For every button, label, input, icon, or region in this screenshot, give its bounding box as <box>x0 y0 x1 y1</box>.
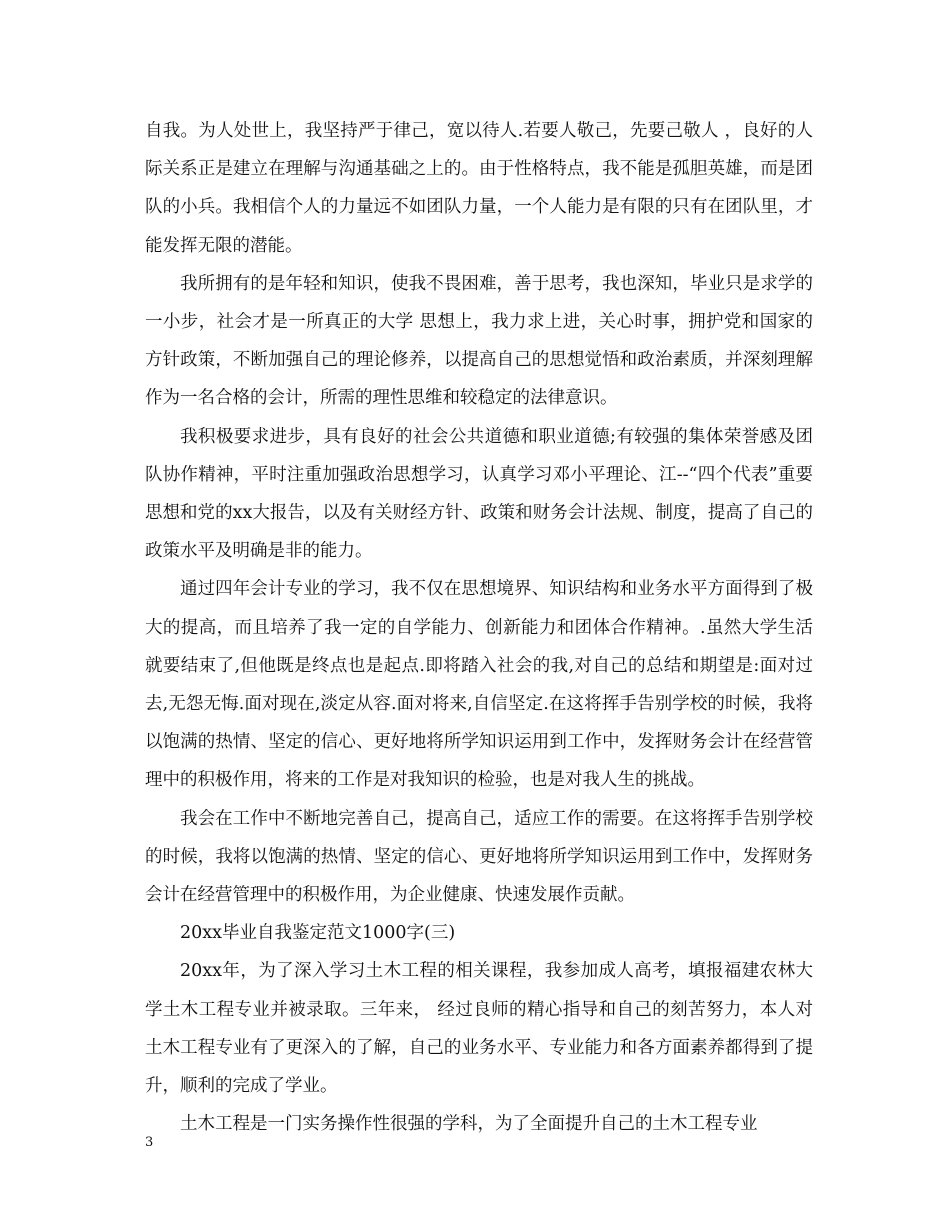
paragraph-civil-engineering-admission: 20xx年，为了深入学习土木工程的相关课程，我参加成人高考，填报福建农林大学土木工程专业并被录取。三年来， 经过良师的精心指导和自己的刻苦努力，本人对土木工程专业有了更深入的了解，自己的业务水平、专业能力和各方面素养都得到了提升，顺利的完成了学业。 <box>145 961 813 1097</box>
paragraph-accounting-study: 通过四年会计专业的学习，我不仅在思想境界、知识结构和业务水平方面得到了极大的提高，而且培养了我一定的自学能力、创新能力和团体合作精神。.虽然大学生活就要结束了,但他既是终点也是起点.即将踏入社会的我,对自己的总结和期望是:面对过去,无怨无悔.面对现在,淡定从容.面对将来,自信坚定.在这将挥手告别学校的时候，我将以饱满的热情、坚定的信心、更好地将所学知识运用到工作中，发挥财务会计在经营管理中的积极作用，将来的工作是对我知识的检验，也是对我人生的挑战。 <box>145 579 813 791</box>
paragraph-progress: 我积极要求进步，具有良好的社会公共道德和职业道德;有较强的集体荣誉感及团队协作精神，平时注重加强政治思想学习，认真学习邓小平理论、江--“四个代表”重要思想和党的xx大报告，以及有关财经方针、政策和财务会计法规、制度，提高了自己的政策水平及明确是非的能力。 <box>145 426 813 562</box>
document-body <box>145 112 813 1143</box>
paragraph-civil-engineering-practice: 土木工程是一门实务操作性很强的学科，为了全面提升自己的土木工程专业 <box>180 1114 758 1135</box>
paragraph-self-conduct: 自我。为人处世上，我坚持严于律己，宽以待人.若要人敬己，先要己敬人 ，良好的人际关系正是建立在理解与沟通基础之上的。由于性格特点，我不能是孤胆英雄，而是团队的小兵。我相信个人的力量远不如团队力量，一个人能力是有限的只有在团队里，才能发挥无限的潜能。 <box>145 121 813 256</box>
paragraph-work-improvement: 我会在工作中不断地完善自己，提高自己，适应工作的需要。在这将挥手告别学校的时候，我将以饱满的热情、坚定的信心、更好地将所学知识运用到工作中，发挥财务会计在经营管理中的积极作用，为企业健康、快速发展作贡献。 <box>145 808 813 906</box>
page-number: 3 <box>145 1135 154 1150</box>
paragraph-youth-knowledge: 我所拥有的是年轻和知识，使我不畏困难，善于思考，我也深知，毕业只是求学的一小步，社会才是一所真正的大学 思想上，我力求上进，关心时事，拥护党和国家的方针政策，不断加强自己的理论修养，以提高自己的思想觉悟和政治素质，并深刻理解作为一名合格的会计，所需的理性思维和较稳定的法律意识。 <box>145 273 813 409</box>
section-heading: 20xx毕业自我鉴定范文1000字(三) <box>180 923 456 944</box>
